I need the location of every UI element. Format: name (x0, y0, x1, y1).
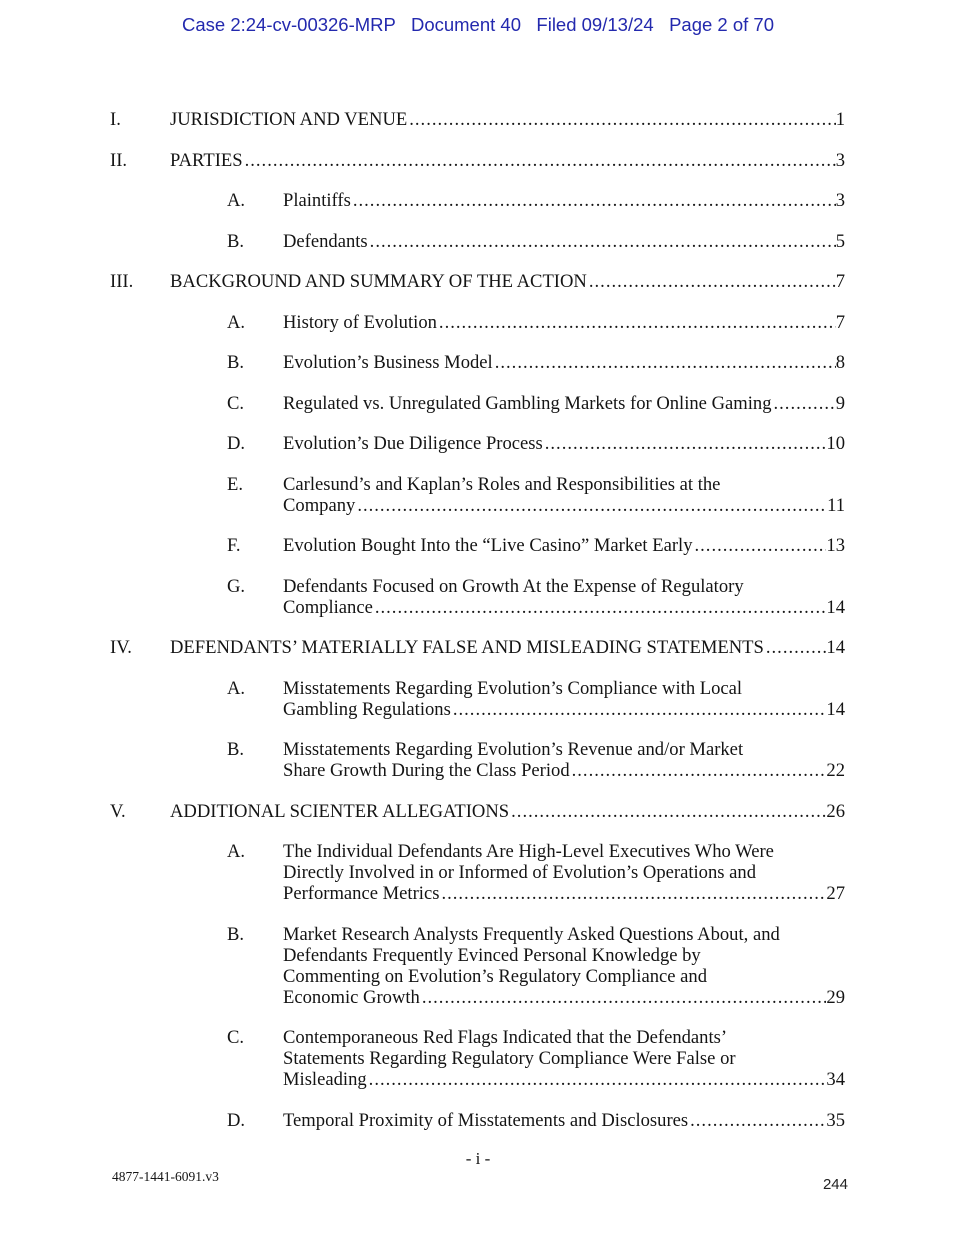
toc-page-number: 22 (826, 760, 845, 781)
toc-body (283, 393, 845, 414)
dot-leader (766, 637, 827, 658)
toc-body (283, 576, 845, 618)
toc-text: Temporal Proximity of Misstatements and Disclosures (283, 1109, 689, 1131)
toc-number: I. (110, 109, 121, 130)
toc-line (283, 924, 845, 945)
toc-text: Plaintiffs (283, 190, 351, 211)
toc-line (283, 1027, 845, 1048)
toc-number: A. (227, 190, 246, 211)
toc-text: Misstatements Regarding Evolution’s Compliance with Local (283, 677, 743, 699)
toc-body (283, 1027, 845, 1090)
toc-entry (110, 271, 845, 292)
dot-leader (422, 987, 827, 1008)
toc-page-number: 9 (835, 392, 845, 414)
dot-leader (441, 883, 826, 904)
toc-text: Evolution’s Business Model (283, 352, 493, 373)
toc-page-number: 10 (826, 433, 845, 454)
case-stamp-header: Case 2:24-cv-00326-MRP Document 40 Filed 09/13/24 Page 2 of 70 (182, 14, 774, 35)
toc-line (283, 1069, 845, 1090)
dot-leader (572, 760, 827, 781)
toc-entry (110, 109, 845, 130)
dot-leader (511, 801, 826, 822)
toc-page-number: 27 (826, 883, 845, 904)
toc-text: Misleading (283, 1069, 367, 1090)
toc-text: Defendants (283, 230, 368, 252)
dot-leader (690, 1110, 826, 1131)
toc-line (170, 150, 845, 171)
dot-leader (375, 597, 827, 618)
toc-text: Statements Regarding Regulatory Compliance Were False or (283, 1048, 736, 1069)
toc-line (283, 495, 845, 516)
toc-text: The Individual Defendants Are High-Level Executives Who Were (283, 841, 774, 862)
toc-page-number: 5 (835, 230, 845, 252)
toc-entry (227, 190, 845, 211)
dot-leader (409, 109, 835, 130)
toc-line (283, 678, 845, 699)
toc-number: C. (227, 1027, 245, 1048)
toc-body (170, 150, 845, 171)
toc-body (283, 433, 845, 454)
toc-line (283, 352, 845, 373)
toc-page-number: 35 (826, 1109, 845, 1131)
toc-body (283, 1110, 845, 1131)
dot-leader (439, 312, 836, 333)
dot-leader (589, 271, 836, 292)
toc-text: Economic Growth (283, 986, 420, 1008)
dot-leader (495, 352, 836, 373)
toc-page-number: 26 (826, 800, 845, 822)
toc-text: Company (283, 494, 356, 516)
toc-page-number: 14 (826, 596, 845, 618)
toc-line (170, 109, 845, 130)
dot-leader (369, 1069, 827, 1090)
toc-page-number: 11 (827, 494, 845, 516)
toc-text: Compliance (283, 596, 373, 618)
toc-body (170, 271, 845, 292)
toc-text: Directly Involved in or Informed of Evolution’s Operations and (283, 862, 756, 883)
dot-leader (245, 150, 836, 171)
toc-text: Performance Metrics (283, 883, 440, 904)
toc-line (283, 433, 845, 454)
toc-entry (110, 637, 845, 658)
dot-leader (370, 231, 836, 252)
toc-line (283, 862, 845, 883)
toc-line (283, 1048, 845, 1069)
toc-text: Regulated vs. Unregulated Gambling Markets for Online Gaming (283, 392, 772, 414)
toc-line (283, 393, 845, 414)
toc-text: DEFENDANTS’ MATERIALLY FALSE AND MISLEADING STATEMENTS (170, 637, 764, 658)
toc-line (283, 312, 845, 333)
toc-text: Evolution Bought Into the “Live Casino” Market Early (283, 535, 693, 556)
toc-number: C. (227, 392, 245, 414)
toc-body (283, 231, 845, 252)
toc-page-number: 14 (826, 637, 845, 658)
toc-number: II. (110, 149, 128, 171)
toc-line (283, 535, 845, 556)
toc-line (283, 1110, 845, 1131)
toc-line (170, 271, 845, 292)
toc-line (283, 231, 845, 252)
toc-entry (227, 231, 845, 252)
toc-number: D. (227, 433, 246, 454)
toc-text: JURISDICTION AND VENUE (170, 109, 408, 130)
toc-body (170, 801, 845, 822)
toc-body (283, 841, 845, 904)
toc-page-number: 7 (835, 311, 845, 333)
document-id-footer: 4877-1441-6091.v3 (112, 1169, 219, 1184)
toc-entry (227, 393, 845, 414)
ecf-stamp-bar (0, 0, 956, 37)
dot-leader (357, 495, 827, 516)
toc-page-number: 3 (835, 149, 845, 171)
toc-entry (110, 150, 845, 171)
toc-number: D. (227, 1109, 246, 1131)
dot-leader (695, 535, 827, 556)
toc-text: Carlesund’s and Kaplan’s Roles and Responsibilities at the (283, 473, 721, 495)
toc-text: PARTIES (170, 149, 243, 171)
toc-line (283, 760, 845, 781)
toc-body (170, 637, 845, 658)
toc-entry (227, 678, 845, 720)
dot-leader (453, 699, 827, 720)
toc-entry (227, 739, 845, 781)
table-of-contents (110, 109, 845, 1131)
toc-page-number: 3 (835, 190, 845, 211)
toc-page-number: 1 (835, 109, 845, 130)
page-number-label: - i - (465, 1149, 491, 1168)
dot-leader (545, 433, 827, 454)
toc-entry (227, 841, 845, 904)
toc-text: Contemporaneous Red Flags Indicated that the Defendants’ (283, 1027, 728, 1048)
toc-number: A. (227, 841, 246, 862)
toc-line (283, 190, 845, 211)
toc-page-number: 7 (835, 271, 845, 292)
toc-line (170, 637, 845, 658)
toc-entry (227, 1027, 845, 1090)
toc-number: B. (227, 923, 245, 945)
toc-number: A. (227, 677, 246, 699)
toc-text: Gambling Regulations (283, 698, 451, 720)
toc-entry (227, 352, 845, 373)
toc-line (283, 987, 845, 1008)
toc-text: BACKGROUND AND SUMMARY OF THE ACTION (170, 271, 587, 292)
toc-line (283, 474, 845, 495)
toc-body (283, 474, 845, 516)
toc-line (283, 699, 845, 720)
dot-leader (353, 190, 836, 211)
toc-number: F. (227, 535, 241, 556)
toc-text: Defendants Focused on Growth At the Expense of Regulatory (283, 575, 744, 597)
toc-number: III. (110, 271, 134, 292)
toc-line (283, 945, 845, 966)
toc-page-number: 13 (826, 535, 845, 556)
toc-number: E. (227, 473, 244, 495)
toc-line (283, 966, 845, 987)
toc-body (283, 739, 845, 781)
toc-page-number: 29 (826, 986, 845, 1008)
toc-line (283, 841, 845, 862)
toc-body (283, 535, 845, 556)
toc-text: Evolution’s Due Diligence Process (283, 433, 543, 454)
toc-line (283, 576, 845, 597)
toc-text: Share Growth During the Class Period (283, 760, 570, 781)
toc-body (283, 678, 845, 720)
toc-line (283, 739, 845, 760)
toc-number: A. (227, 311, 246, 333)
toc-number: IV. (110, 637, 132, 658)
bates-number: 244 (822, 1176, 848, 1193)
toc-number: V. (110, 800, 126, 822)
dot-leader (774, 393, 836, 414)
toc-entry (227, 576, 845, 618)
toc-body (170, 109, 845, 130)
toc-entry (227, 474, 845, 516)
toc-entry (227, 312, 845, 333)
toc-line (283, 597, 845, 618)
toc-body (283, 190, 845, 211)
toc-line (283, 883, 845, 904)
toc-number: B. (227, 230, 245, 252)
toc-number: B. (227, 352, 245, 373)
toc-body (283, 924, 845, 1008)
toc-text: History of Evolution (283, 311, 437, 333)
toc-text: Commenting on Evolution’s Regulatory Compliance and (283, 965, 707, 987)
toc-number: B. (227, 739, 245, 760)
toc-text: Market Research Analysts Frequently Asked Questions About, and (283, 923, 780, 945)
toc-body (283, 352, 845, 373)
toc-body (283, 312, 845, 333)
toc-entry (227, 535, 845, 556)
toc-entry (227, 924, 845, 1008)
toc-entry (227, 433, 845, 454)
toc-line (170, 801, 845, 822)
toc-page-number: 8 (835, 352, 845, 373)
toc-text: Misstatements Regarding Evolution’s Revenue and/or Market (283, 739, 744, 760)
toc-number: G. (227, 575, 246, 597)
toc-entry (110, 801, 845, 822)
toc-page-number: 14 (826, 698, 845, 720)
toc-text: ADDITIONAL SCIENTER ALLEGATIONS (170, 800, 510, 822)
toc-entry (227, 1110, 845, 1131)
toc-text: Defendants Frequently Evinced Personal Knowledge by (283, 944, 701, 966)
toc-page-number: 34 (826, 1069, 845, 1090)
